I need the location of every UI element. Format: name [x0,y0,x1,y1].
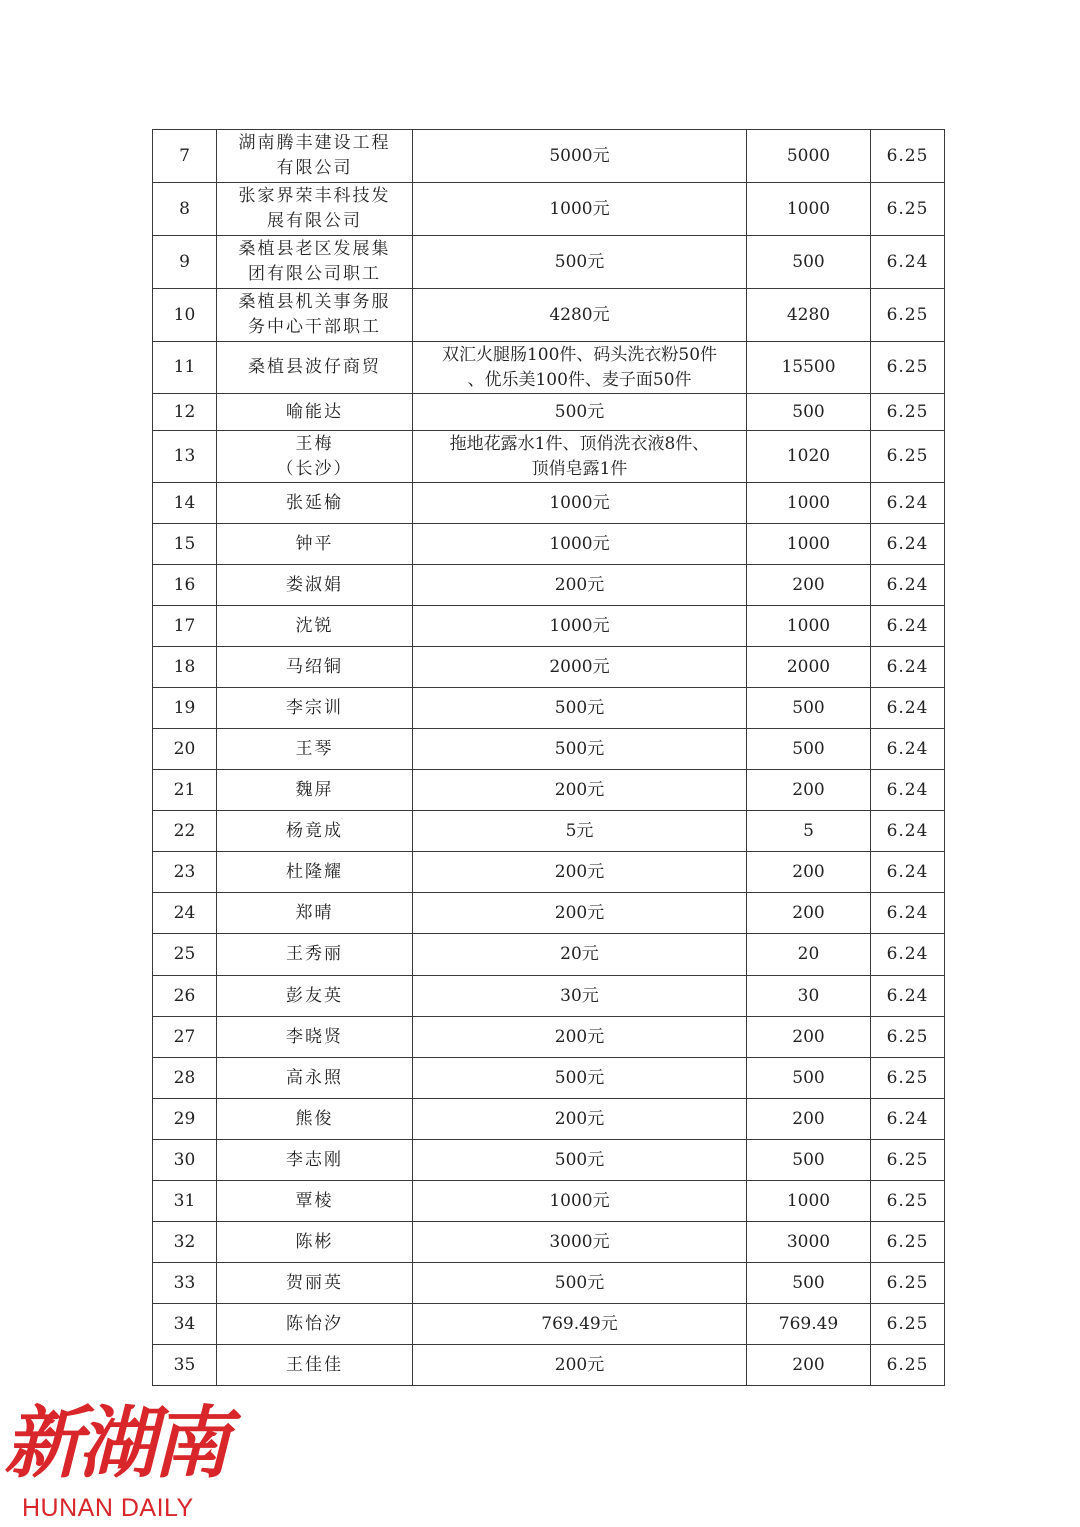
donor-name-cell [217,483,413,524]
donation-item-cell-line: 30元 [560,985,599,1006]
date-cell: 6.25 [871,394,945,431]
table-row [153,811,945,852]
row-number-cell: 16 [153,565,217,606]
donation-item-cell [413,394,747,431]
amount-cell: 3000 [747,1222,871,1263]
row-number-cell: 32 [153,1222,217,1263]
date-cell: 6.24 [871,483,945,524]
donor-name-cell [217,394,413,431]
donor-name-cell [217,431,413,483]
donation-item-cell-line: 200元 [554,1026,605,1047]
donor-name-cell-line: 魏屏 [295,779,334,800]
amount-cell: 1000 [747,483,871,524]
table-row [153,236,945,289]
donor-name-cell [217,729,413,770]
donor-name-cell [217,236,413,289]
donor-name-cell [217,1345,413,1386]
table-row [153,1140,945,1181]
date-cell: 6.24 [871,729,945,770]
donor-name-cell [217,934,413,976]
donor-name-cell-line: 杜隆耀 [286,861,343,882]
donor-name-cell [217,183,413,236]
row-number-cell: 10 [153,289,217,342]
table-row [153,483,945,524]
donor-name-cell [217,130,413,183]
donation-item-cell [413,289,747,342]
donor-name-cell [217,1222,413,1263]
donor-name-cell-line: 高永照 [286,1067,343,1088]
amount-cell: 500 [747,729,871,770]
amount-cell: 200 [747,852,871,893]
date-cell: 6.24 [871,524,945,565]
donation-item-cell-line: 200元 [554,779,605,800]
donation-item-cell [413,1345,747,1386]
donor-name-cell-line: 娄淑娟 [286,574,343,595]
amount-cell: 200 [747,1017,871,1058]
donation-item-cell [413,1099,747,1140]
donation-item-cell [413,1181,747,1222]
donation-item-cell-line: 、优乐美100件、麦子面50件 [467,369,692,390]
donor-name-cell-line: 李宗训 [286,697,343,718]
row-number-cell: 23 [153,852,217,893]
date-cell: 6.25 [871,1304,945,1345]
donor-name-cell [217,1099,413,1140]
table-row [153,647,945,688]
amount-cell: 20 [747,934,871,976]
donor-name-cell-line: 张家界荣丰科技发 [238,186,391,206]
donation-item-cell [413,183,747,236]
donation-item-cell [413,852,747,893]
date-cell: 6.25 [871,1222,945,1263]
donation-item-cell-line: 500元 [554,1272,605,1293]
amount-cell: 1020 [747,431,871,483]
donation-item-cell [413,1263,747,1304]
amount-cell: 5 [747,811,871,852]
table-row [153,688,945,729]
date-cell: 6.25 [871,1345,945,1386]
donor-name-cell [217,342,413,394]
date-cell: 6.24 [871,565,945,606]
table-row [153,565,945,606]
date-cell: 6.25 [871,1058,945,1099]
donor-name-cell [217,893,413,934]
donor-name-cell-line: 李志刚 [286,1149,343,1170]
date-cell: 6.24 [871,811,945,852]
row-number-cell: 9 [153,236,217,289]
donation-table-body [153,130,945,1386]
donation-item-cell-line: 20元 [560,944,599,964]
donation-item-cell [413,342,747,394]
logo-english-wordmark: HUNAN DAILY [22,1494,194,1522]
donation-item-cell [413,1058,747,1099]
donor-name-cell [217,1058,413,1099]
donor-name-cell-line: 务中心干部职工 [248,317,381,337]
date-cell: 6.25 [871,130,945,183]
donor-name-cell-line: 贺丽英 [286,1272,343,1293]
row-number-cell: 26 [153,976,217,1017]
donor-name-cell [217,770,413,811]
table-row [153,606,945,647]
logo-chinese-wordmark: 新湖南 [4,1398,227,1489]
row-number-cell: 18 [153,647,217,688]
date-cell: 6.25 [871,1181,945,1222]
donation-item-cell [413,565,747,606]
donation-item-cell-line: 拖地花露水1件、顶俏洗衣液8件、 [449,433,710,454]
amount-cell: 5000 [747,130,871,183]
table-row [153,976,945,1017]
row-number-cell: 27 [153,1017,217,1058]
table-row [153,1304,945,1345]
row-number-cell: 20 [153,729,217,770]
donation-item-cell-line: 双汇火腿肠100件、码头洗衣粉50件 [441,344,718,365]
donation-item-cell-line: 500元 [554,697,605,718]
donation-item-cell-line: 4280元 [549,304,610,325]
donor-name-cell-line: 团有限公司职工 [248,264,381,284]
row-number-cell: 12 [153,394,217,431]
donor-name-cell [217,1304,413,1345]
donation-item-cell-line: 1000元 [549,533,610,554]
donation-item-cell-line: 500元 [554,251,605,272]
amount-cell: 30 [747,976,871,1017]
table-row [153,893,945,934]
table-row [153,934,945,976]
table-row [153,394,945,431]
donor-name-cell-line: 陈彬 [295,1231,334,1252]
donation-item-cell-line: 5元 [565,820,594,841]
table-row [153,1017,945,1058]
donation-item-cell-line: 200元 [554,902,605,923]
donor-name-cell [217,1263,413,1304]
donor-name-cell-line: 钟平 [295,533,334,554]
donation-item-cell-line: 500元 [554,1067,605,1088]
table-row [153,183,945,236]
donor-name-cell-line: 马绍铜 [286,656,343,677]
table-row [153,431,945,483]
amount-cell: 500 [747,394,871,431]
date-cell: 6.24 [871,606,945,647]
date-cell: 6.25 [871,342,945,394]
donor-name-cell [217,289,413,342]
donation-item-cell-line: 5000元 [549,145,610,166]
donation-item-cell [413,524,747,565]
donation-item-cell-line: 1000元 [549,615,610,636]
date-cell: 6.24 [871,976,945,1017]
table-row [153,770,945,811]
amount-cell: 1000 [747,1181,871,1222]
donation-item-cell [413,606,747,647]
donor-name-cell-line: 郑晴 [295,902,334,923]
table-row [153,1263,945,1304]
amount-cell: 500 [747,236,871,289]
amount-cell: 4280 [747,289,871,342]
donor-name-cell [217,565,413,606]
amount-cell: 200 [747,770,871,811]
row-number-cell: 17 [153,606,217,647]
table-row [153,1099,945,1140]
donor-name-cell-line: 熊俊 [295,1108,334,1129]
donation-item-cell-line: 2000元 [549,656,610,677]
date-cell: 6.24 [871,1099,945,1140]
donation-item-cell [413,236,747,289]
donation-item-cell [413,729,747,770]
donor-name-cell-line: 展有限公司 [267,211,362,231]
donor-name-cell-line: 湖南腾丰建设工程 [238,133,391,153]
hunan-daily-logo [0,1395,230,1527]
donor-name-cell-line: 喻能达 [286,401,343,422]
donor-name-cell-line: 张延榆 [286,492,343,513]
donation-item-cell-line: 200元 [554,1354,605,1375]
donation-item-cell-line: 769.49元 [541,1313,618,1334]
amount-cell: 200 [747,893,871,934]
row-number-cell: 33 [153,1263,217,1304]
amount-cell: 200 [747,565,871,606]
row-number-cell: 14 [153,483,217,524]
amount-cell: 500 [747,1058,871,1099]
donor-name-cell-line: 王梅 [295,433,334,454]
donation-item-cell-line: 500元 [554,401,605,422]
donor-name-cell-line: 彭友英 [286,985,343,1006]
table-row [153,342,945,394]
table-row [153,289,945,342]
donation-item-cell-line: 200元 [554,574,605,595]
row-number-cell: 24 [153,893,217,934]
table-row [153,1181,945,1222]
amount-cell: 500 [747,1140,871,1181]
donor-name-cell-line: 桑植县机关事务服 [238,292,391,312]
donation-item-cell [413,1017,747,1058]
donor-name-cell [217,1017,413,1058]
donor-name-cell [217,1181,413,1222]
amount-cell: 200 [747,1345,871,1386]
date-cell: 6.25 [871,183,945,236]
donation-item-cell-line: 500元 [554,738,605,759]
donation-item-cell-line: 200元 [554,861,605,882]
donor-name-cell-line: 王琴 [295,738,334,759]
donation-item-cell [413,483,747,524]
amount-cell: 15500 [747,342,871,394]
donation-item-cell [413,130,747,183]
table-row [153,852,945,893]
table-row [153,729,945,770]
donor-name-cell [217,606,413,647]
table-row [153,1222,945,1263]
donation-item-cell-line: 3000元 [549,1231,610,1252]
row-number-cell: 21 [153,770,217,811]
donation-item-cell [413,688,747,729]
donor-name-cell-line: 有限公司 [276,158,353,178]
donor-name-cell-line: 王秀丽 [286,944,343,964]
date-cell: 6.24 [871,688,945,729]
donor-name-cell [217,524,413,565]
donation-item-cell-line: 200元 [554,1108,605,1129]
donor-name-cell-line: 覃棱 [295,1190,334,1211]
date-cell: 6.25 [871,1263,945,1304]
donor-name-cell-line: （长沙） [276,458,353,479]
row-number-cell: 25 [153,934,217,976]
row-number-cell: 29 [153,1099,217,1140]
row-number-cell: 19 [153,688,217,729]
row-number-cell: 34 [153,1304,217,1345]
donor-name-cell [217,647,413,688]
amount-cell: 769.49 [747,1304,871,1345]
amount-cell: 1000 [747,606,871,647]
date-cell: 6.25 [871,289,945,342]
row-number-cell: 11 [153,342,217,394]
date-cell: 6.24 [871,236,945,289]
date-cell: 6.24 [871,770,945,811]
date-cell: 6.24 [871,893,945,934]
donation-item-cell-line: 顶俏皂露1件 [531,458,628,479]
donor-name-cell [217,852,413,893]
donation-item-cell [413,1140,747,1181]
table-row [153,130,945,183]
row-number-cell: 22 [153,811,217,852]
donation-item-cell-line: 1000元 [549,1190,610,1211]
donor-name-cell-line: 桑植县老区发展集 [238,239,391,259]
date-cell: 6.25 [871,1140,945,1181]
donation-item-cell-line: 1000元 [549,198,610,219]
row-number-cell: 7 [153,130,217,183]
donation-item-cell [413,647,747,688]
amount-cell: 2000 [747,647,871,688]
donation-item-cell [413,1222,747,1263]
date-cell: 6.25 [871,1017,945,1058]
donor-name-cell-line: 王佳佳 [286,1354,343,1375]
table-row [153,1345,945,1386]
row-number-cell: 28 [153,1058,217,1099]
row-number-cell: 15 [153,524,217,565]
row-number-cell: 31 [153,1181,217,1222]
donor-name-cell [217,1140,413,1181]
donation-item-cell [413,811,747,852]
donor-name-cell [217,811,413,852]
table-row [153,1058,945,1099]
donor-name-cell-line: 李晓贤 [286,1026,343,1047]
donor-name-cell [217,976,413,1017]
table-row [153,524,945,565]
amount-cell: 500 [747,1263,871,1304]
donation-table [152,129,945,1386]
donor-name-cell-line: 沈锐 [295,615,334,636]
row-number-cell: 8 [153,183,217,236]
donation-item-cell [413,893,747,934]
row-number-cell: 13 [153,431,217,483]
donation-item-cell-line: 1000元 [549,492,610,513]
donation-item-cell [413,934,747,976]
donation-item-cell [413,1304,747,1345]
date-cell: 6.24 [871,934,945,976]
donation-item-cell [413,976,747,1017]
donor-name-cell-line: 杨竟成 [286,820,343,841]
date-cell: 6.25 [871,431,945,483]
donor-name-cell-line: 陈怡汐 [286,1313,343,1334]
row-number-cell: 30 [153,1140,217,1181]
amount-cell: 200 [747,1099,871,1140]
donation-item-cell [413,431,747,483]
donor-name-cell [217,688,413,729]
donation-item-cell-line: 500元 [554,1149,605,1170]
donation-item-cell [413,770,747,811]
donor-name-cell-line: 桑植县波仔商贸 [248,357,381,377]
date-cell: 6.24 [871,647,945,688]
amount-cell: 1000 [747,183,871,236]
amount-cell: 1000 [747,524,871,565]
amount-cell: 500 [747,688,871,729]
date-cell: 6.24 [871,852,945,893]
row-number-cell: 35 [153,1345,217,1386]
